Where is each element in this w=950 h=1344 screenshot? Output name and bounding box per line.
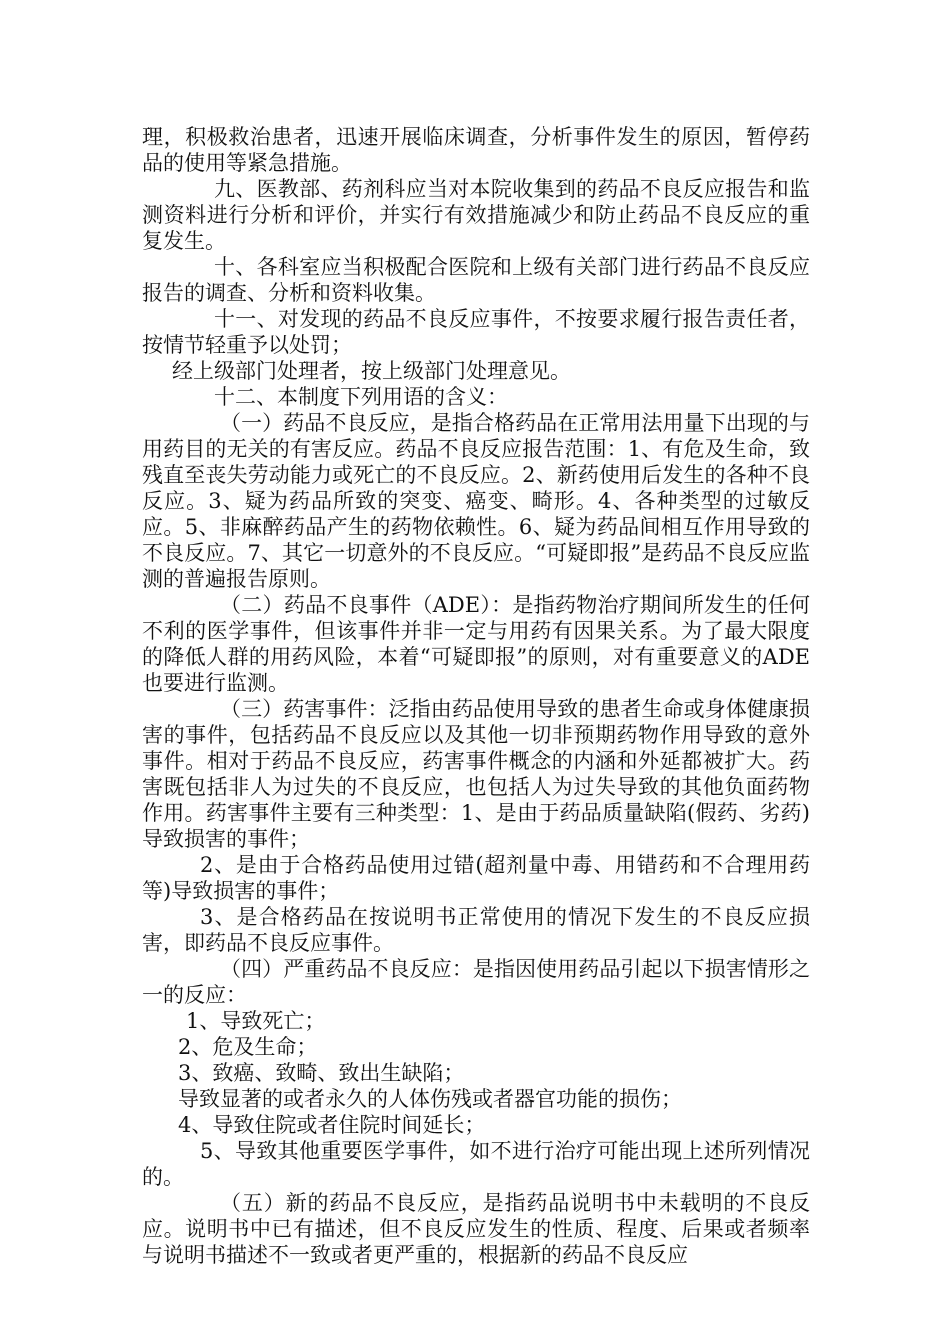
paragraph: 导致显著的或者永久的人体伤残或者器官功能的损伤； bbox=[178, 1087, 682, 1111]
paragraph: 九、医教部、药剂科应当对本院收集到的药品不良反应报告和监测资料进行分析和评价，并实行有效措施减少和防止药品不良反应的重复发生。 bbox=[142, 177, 810, 253]
paragraph: 3、致癌、致畸、致出生缺陷； bbox=[178, 1061, 465, 1085]
paragraph: 3、是合格药品在按说明书正常使用的情况下发生的不良反应损害，即药品不良反应事件。 bbox=[142, 905, 810, 955]
paragraph: 4、导致住院或者住院时间延长； bbox=[178, 1113, 486, 1137]
paragraph: （三）药害事件：泛指由药品使用导致的患者生命或身体健康损害的事件，包括药品不良反应以及其他一切非预期药物作用导致的意外事件。相对于药品不良反应，药害事件概念的内涵和外延都被扩大。药害既包括非人为过失的不良反应，也包括人为过失导致的其他负面药物作用。药害事件主要有三种类型：1、是由于药品质量缺陷(假药、劣药)导致损害的事件； bbox=[142, 697, 810, 851]
paragraph: 2、是由于合格药品使用过错(超剂量中毒、用错药和不合理用药等)导致损害的事件； bbox=[142, 853, 810, 903]
paragraph: （五）新的药品不良反应，是指药品说明书中未载明的不良反应。说明书中已有描述，但不良反应发生的性质、程度、后果或者频率与说明书描述不一致或者更严重的，根据新的药品不良反应 bbox=[142, 1191, 810, 1267]
paragraph: 十、各科室应当积极配合医院和上级有关部门进行药品不良反应报告的调查、分析和资料收集。 bbox=[142, 255, 810, 305]
paragraph: （一）药品不良反应，是指合格药品在正常用法用量下出现的与用药目的无关的有害反应。药品不良反应报告范围：1、有危及生命，致残直至丧失劳动能力或死亡的不良反应。2、新药使用后发生的各种不良反应。3、疑为药品所致的突变、癌变、畸形。4、各种类型的过敏反应。5、非麻醉药品产生的药物依赖性。6、疑为药品间相互作用导致的不良反应。7、其它一切意外的不良反应。“可疑即报”是药品不良反应监测的普遍报告原则。 bbox=[142, 411, 810, 591]
paragraph: （四）严重药品不良反应：是指因使用药品引起以下损害情形之一的反应： bbox=[142, 957, 810, 1007]
paragraph: 经上级部门处理者，按上级部门处理意见。 bbox=[172, 359, 571, 383]
document-body bbox=[142, 124, 810, 1268]
paragraph: 5、导致其他重要医学事件，如不进行治疗可能出现上述所列情况的。 bbox=[142, 1139, 810, 1189]
paragraph: 十一、对发现的药品不良反应事件，不按要求履行报告责任者，按情节轻重予以处罚； bbox=[142, 307, 810, 357]
paragraph: 2、危及生命； bbox=[178, 1035, 318, 1059]
paragraph: 1、导致死亡； bbox=[186, 1009, 326, 1033]
paragraph: 十二、本制度下列用语的含义： bbox=[214, 385, 508, 409]
paragraph: 理，积极救治患者，迅速开展临床调查，分析事件发生的原因，暂停药品的使用等紧急措施。 bbox=[142, 125, 810, 175]
paragraph: （二）药品不良事件（ADE）：是指药物治疗期间所发生的任何不利的医学事件，但该事件并非一定与用药有因果关系。为了最大限度的降低人群的用药风险，本着“可疑即报”的原则，对有重要意义的ADE也要进行监测。 bbox=[142, 593, 810, 695]
